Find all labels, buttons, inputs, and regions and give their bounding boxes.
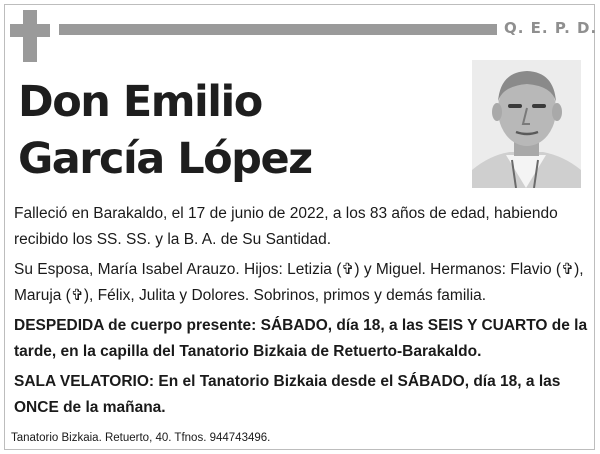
qepd-label: Q. E. P. D.: [504, 19, 598, 37]
deceased-name: [18, 74, 448, 188]
name-line-1: Don Emilio: [18, 77, 262, 127]
death-notice-paragraph: Falleció en Barakaldo, el 17 de junio de 2022, a los 83 años de edad, habiendo recibido los SS. SS. y la B. A. de Su Santidad.: [14, 205, 558, 248]
header-rule: [59, 24, 497, 35]
portrait-photo: [472, 60, 581, 188]
family-paragraph: Su Esposa, María Isabel Arauzo. Hijos: Letizia (✞) y Miguel. Hermanos: Flavio (✞), Maruja (✞), Félix, Julita y Dolores. Sobrinos, primos y demás familia.: [14, 261, 584, 304]
obituary-body: [14, 201, 588, 425]
farewell-paragraph: DESPEDIDA de cuerpo presente: SÁBADO, día 18, a las SEIS Y CUARTO de la tarde, en la capilla del Tanatorio Bizkaia de Retuerto-Barakaldo.: [14, 317, 588, 360]
name-line-2: García López: [18, 134, 312, 184]
wake-room-paragraph: SALA VELATORIO: En el Tanatorio Bizkaia desde el SÁBADO, día 18, a las ONCE de la mañana.: [14, 373, 561, 416]
cross-icon: [10, 10, 50, 62]
funeral-home-footer: Tanatorio Bizkaia. Retuerto, 40. Tfnos. 944743496.: [11, 432, 271, 444]
portrait-illustration: [472, 60, 581, 188]
